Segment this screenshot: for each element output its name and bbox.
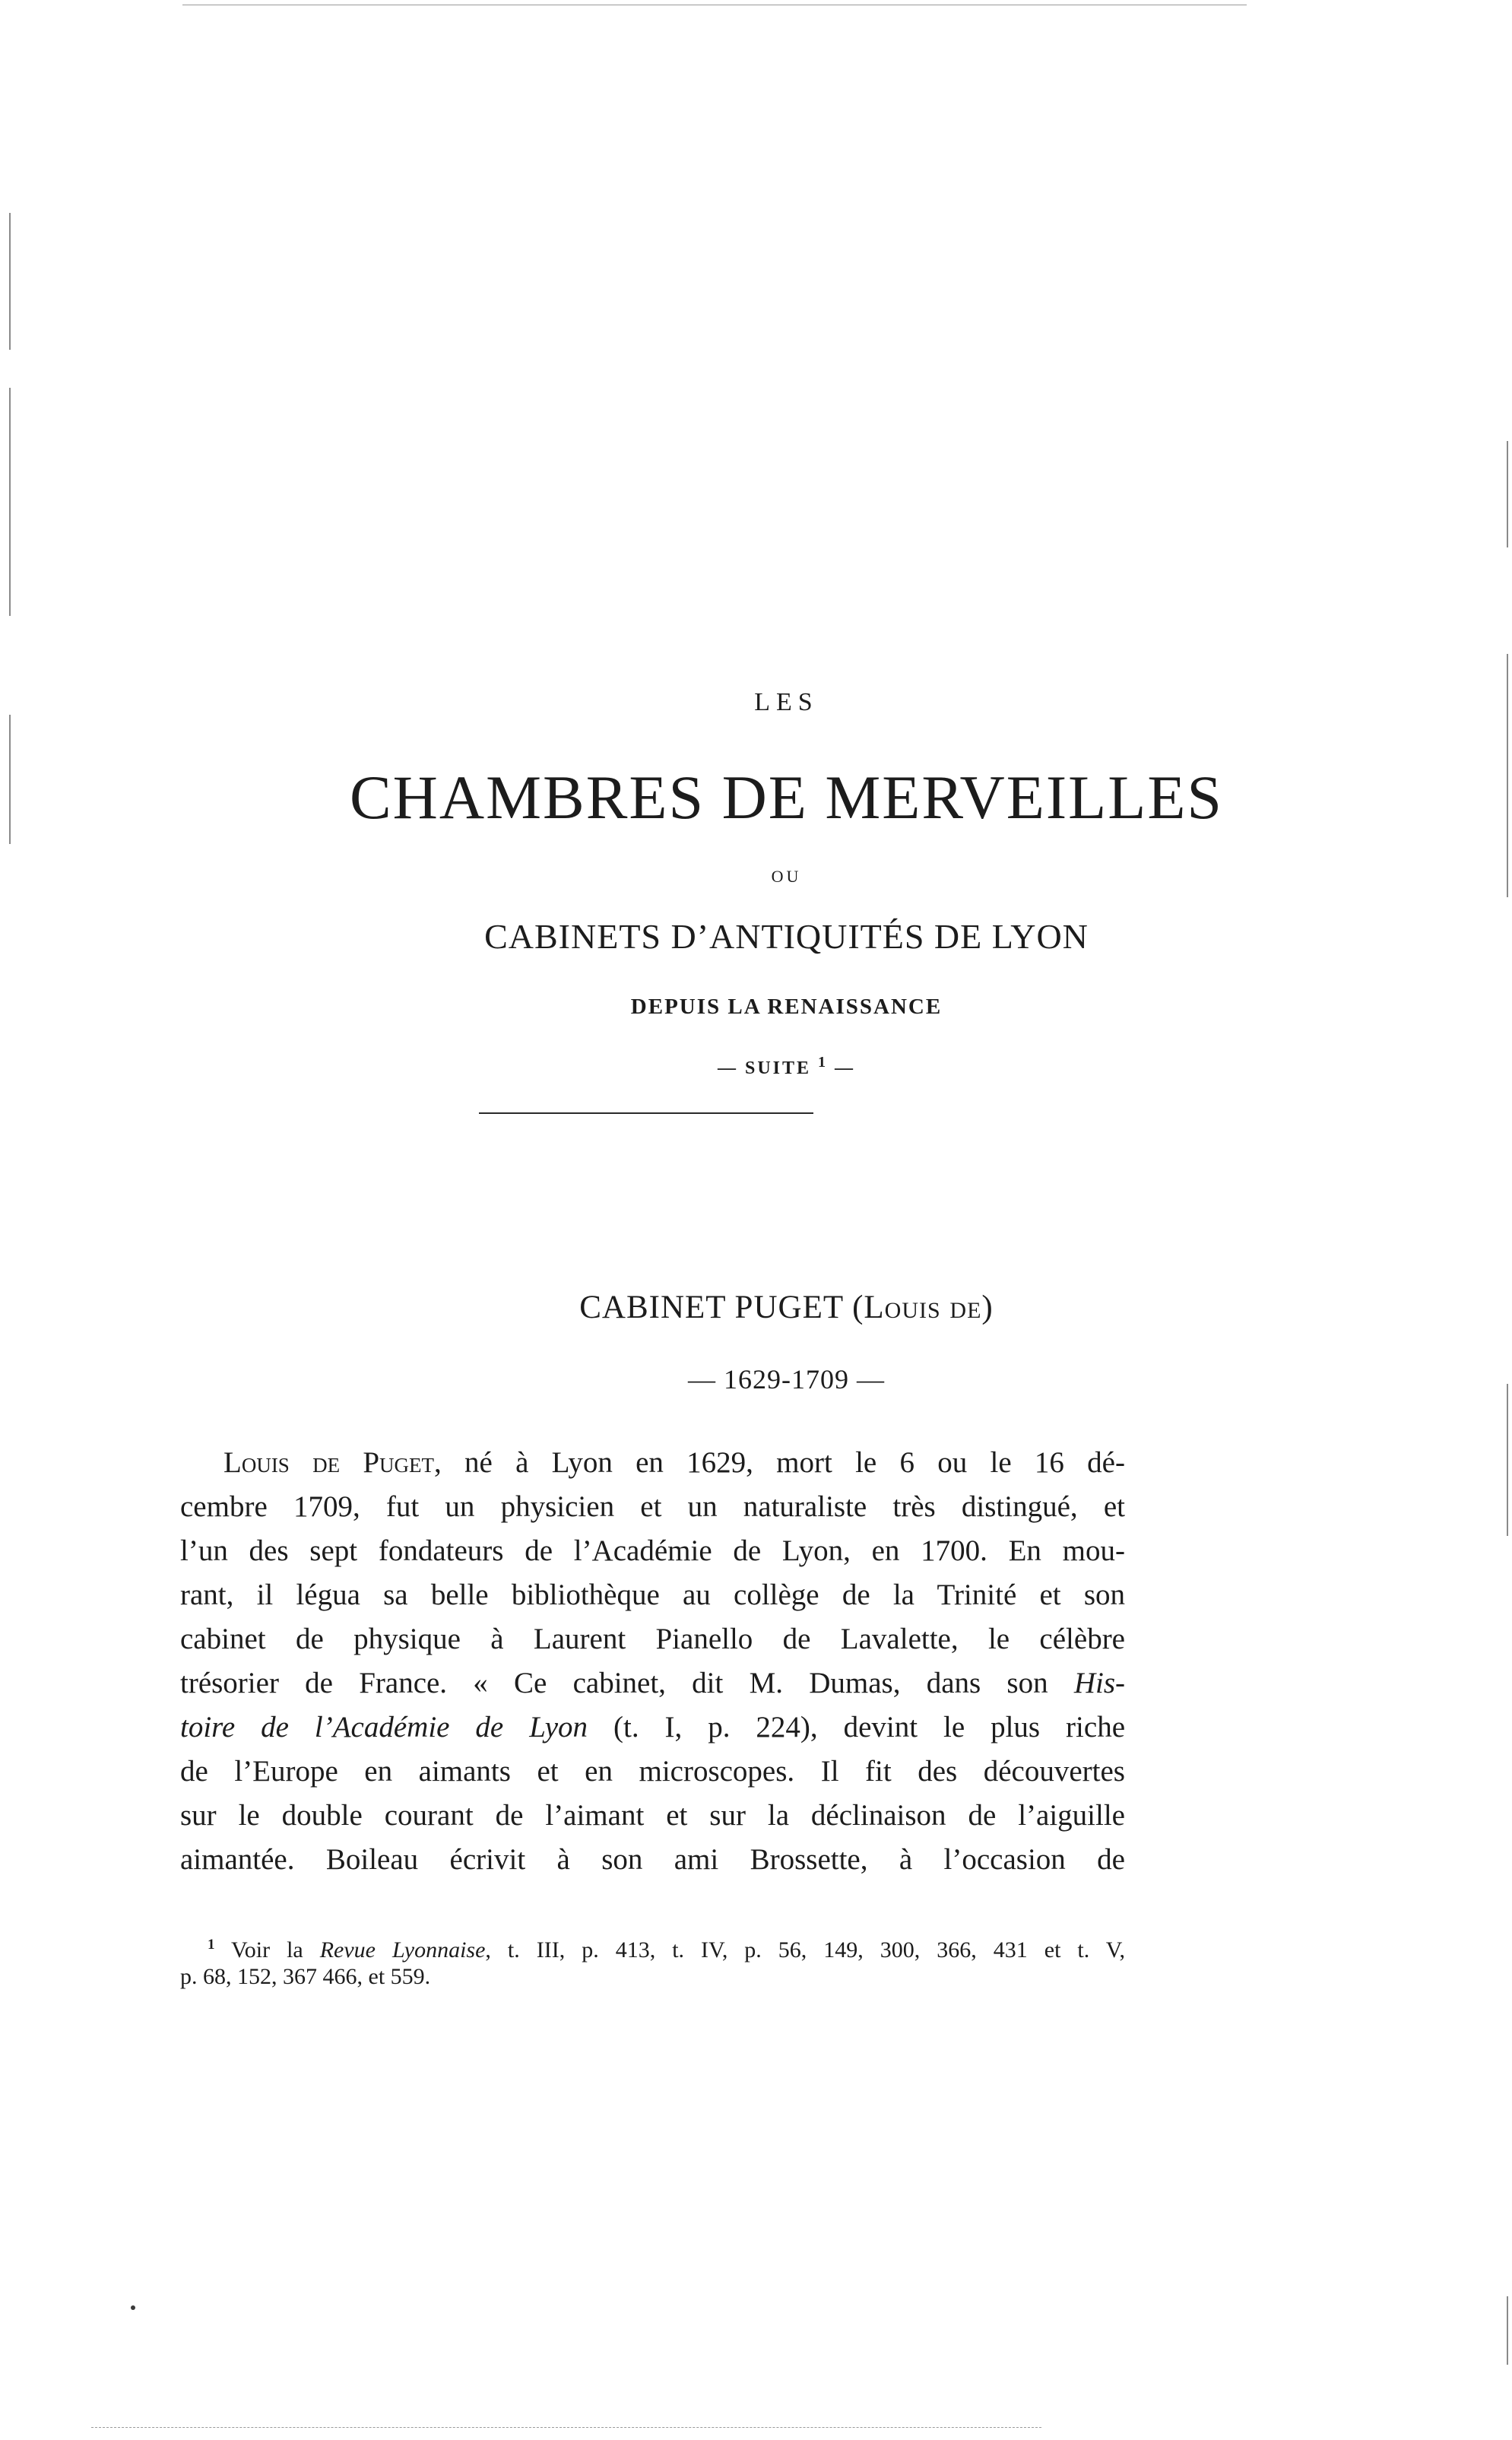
- body-line: cabinet de physique à Laurent Pianello de Lavalette, le célèbre: [180, 1623, 1125, 1655]
- scan-speck: [131, 2305, 135, 2310]
- body-line-text: , né à Lyon en 1629, mort le 6 ou le 16 dé-: [434, 1446, 1125, 1479]
- scan-edge-left-2: [9, 388, 11, 616]
- running-head: LES: [754, 688, 819, 716]
- body-line-text: (t. I, p. 224), devint le plus riche: [588, 1711, 1125, 1744]
- scan-edge-bottom: [91, 2427, 1041, 2428]
- subtitle: CABINETS D’ANTIQUITÉS DE LYON: [484, 917, 1089, 956]
- footnote-mark: 1: [208, 1937, 215, 1953]
- section-heading-main: CABINET PUGET (: [579, 1290, 864, 1325]
- section-heading-name: Louis de: [864, 1290, 982, 1325]
- author-name: Louis de Puget: [223, 1446, 435, 1479]
- body-line: sur le double courant de l’aimant et sur la déclinaison de l’aiguille: [180, 1799, 1125, 1832]
- scan-edge-right-3: [1507, 1384, 1508, 1536]
- journal-title: Revue Lyonnaise: [319, 1937, 486, 1962]
- body-line: rant, il légua sa belle bibliothèque au collège de la Trinité et son: [180, 1579, 1125, 1611]
- footnote-line: [180, 1929, 1125, 1961]
- body-line: [180, 1661, 1125, 1705]
- footnote-line: p. 68, 152, 367 466, et 559.: [180, 1964, 431, 1989]
- section-dates: — 1629-1709 —: [688, 1364, 885, 1395]
- body-line: [180, 1705, 1125, 1750]
- body-line: de l’Europe en aimants et en microscopes. Il fit des découvertes: [180, 1755, 1125, 1788]
- body-line: cembre 1709, fut un physicien et un naturaliste très distingué, et: [180, 1490, 1125, 1523]
- book-title: toire de l’Académie de Lyon: [180, 1711, 588, 1744]
- footnote-reference: 1: [818, 1054, 829, 1071]
- body-paragraph: [180, 1441, 1125, 1882]
- scan-edge-left-1: [9, 213, 11, 350]
- subtitle-secondary: DEPUIS LA RENAISSANCE: [630, 995, 943, 1019]
- body-line: [180, 1441, 1125, 1485]
- scan-edge-right-4: [1507, 2296, 1508, 2365]
- footnote: [180, 1929, 1125, 1993]
- body-line: l’un des sept fondateurs de l’Académie de Lyon, en 1700. En mou-: [180, 1534, 1125, 1567]
- continuation-prefix: — SUITE: [717, 1058, 819, 1078]
- body-line-text: trésorier de France. « Ce cabinet, dit M. Dumas, dans son: [180, 1667, 1074, 1699]
- continuation-suffix: —: [828, 1058, 856, 1078]
- scan-edge-left-3: [9, 715, 11, 844]
- footnote-text: Voir la: [214, 1937, 320, 1962]
- section-heading-close: ): [981, 1290, 994, 1325]
- title-divider: [479, 1112, 813, 1114]
- continuation-note: [30, 1054, 1512, 1079]
- title-connector: OU: [771, 867, 802, 886]
- footnote-text: , t. III, p. 413, t. IV, p. 56, 149, 300, 366, 431 et t. V,: [485, 1937, 1126, 1962]
- page-title: CHAMBRES DE MERVEILLES: [349, 763, 1224, 832]
- book-title: His-: [1073, 1667, 1125, 1699]
- scan-edge-right-1: [1507, 441, 1508, 547]
- section-heading: [30, 1289, 1512, 1326]
- body-line: aimantée. Boileau écrivit à son ami Brossette, à l’occasion de: [180, 1843, 1125, 1876]
